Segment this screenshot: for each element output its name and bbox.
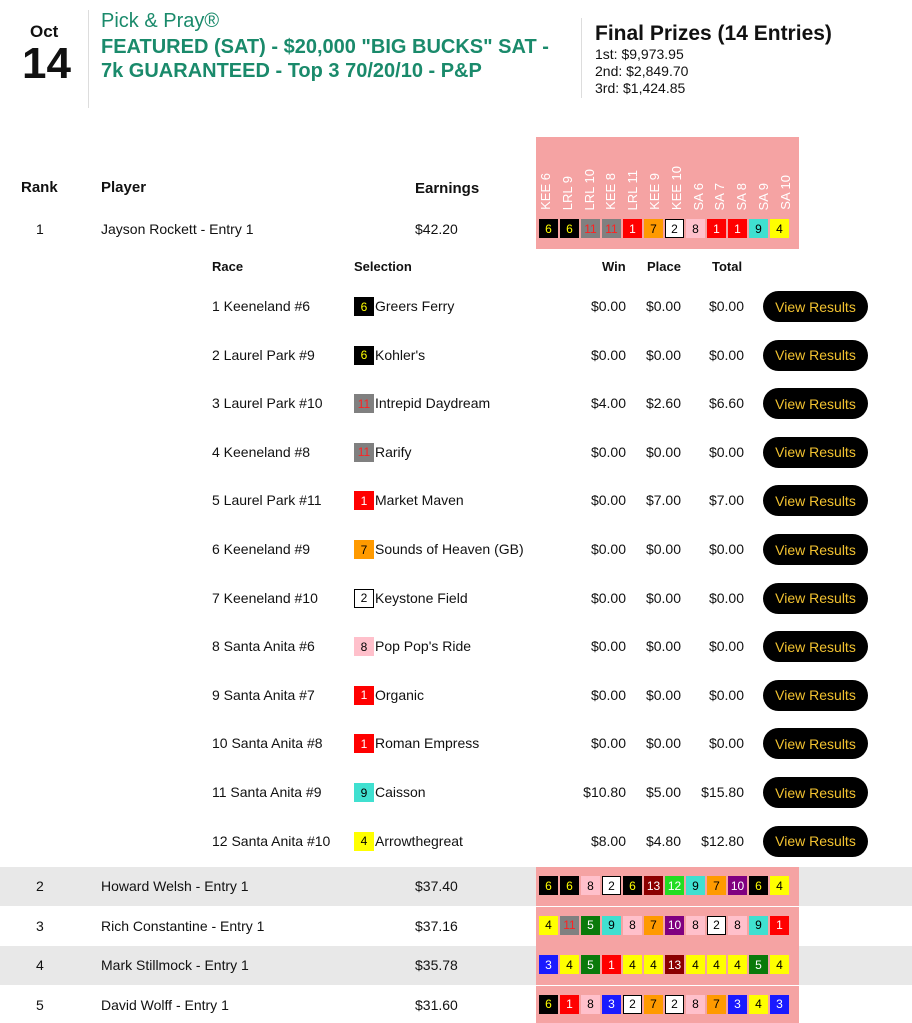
selection-subheader: Selection bbox=[354, 259, 412, 274]
view-results-button[interactable]: View Results bbox=[763, 777, 868, 808]
saddle-cloth-chip: 13 bbox=[665, 955, 684, 974]
race-column-label: SA 6 bbox=[690, 182, 706, 210]
race-name: 7 Keeneland #10 bbox=[212, 589, 318, 606]
earnings-value: $31.60 bbox=[415, 996, 458, 1013]
total-amount: $0.00 bbox=[708, 346, 744, 363]
saddle-cloth-chip: 9 bbox=[354, 783, 374, 802]
saddle-cloth-chip: 8 bbox=[581, 995, 600, 1014]
horse-name: Roman Empress bbox=[375, 735, 480, 752]
saddle-cloth-chip: 4 bbox=[686, 955, 705, 974]
saddle-cloth-chip: 8 bbox=[686, 219, 705, 238]
win-amount: $0.00 bbox=[590, 638, 626, 655]
race-column-label: KEE 9 bbox=[647, 173, 662, 210]
view-results-button[interactable]: View Results bbox=[763, 437, 868, 468]
place-amount: $0.00 bbox=[645, 298, 681, 314]
horse-name: Sounds of Heaven (GB) bbox=[375, 541, 524, 557]
saddle-cloth-chip: 4 bbox=[644, 955, 663, 974]
horse-name: Organic bbox=[375, 686, 425, 703]
saddle-cloth-chip: 4 bbox=[539, 916, 558, 935]
saddle-cloth-chip: 1 bbox=[354, 686, 374, 705]
total-amount: $0.00 bbox=[708, 638, 744, 655]
saddle-cloth-chip: 9 bbox=[602, 916, 621, 935]
saddle-cloth-chip: 11 bbox=[354, 443, 374, 462]
place-amount: $0.00 bbox=[645, 735, 681, 752]
place-amount: $4.80 bbox=[645, 832, 681, 849]
view-results-button[interactable]: View Results bbox=[763, 291, 868, 322]
saddle-cloth-chip: 6 bbox=[354, 346, 374, 365]
view-results-button[interactable]: View Results bbox=[763, 534, 868, 565]
race-name: 8 Santa Anita #6 bbox=[212, 638, 315, 655]
race-name: 6 Keeneland #9 bbox=[212, 541, 311, 557]
saddle-cloth-chip: 6 bbox=[539, 219, 558, 238]
saddle-cloth-chip: 4 bbox=[749, 995, 768, 1014]
saddle-cloth-chip: 6 bbox=[539, 876, 558, 895]
place-amount: $0.00 bbox=[645, 541, 681, 557]
saddle-cloth-chip: 7 bbox=[707, 876, 726, 895]
total-amount: $7.00 bbox=[708, 492, 744, 509]
saddle-cloth-chip: 9 bbox=[749, 219, 768, 238]
saddle-cloth-chip: 8 bbox=[623, 916, 642, 935]
saddle-cloth-chip: 1 bbox=[560, 995, 579, 1014]
race-name: 9 Santa Anita #7 bbox=[212, 686, 315, 703]
saddle-cloth-chip: 4 bbox=[770, 876, 789, 895]
player-row[interactable] bbox=[0, 986, 912, 1023]
horse-name: Arrowthegreat bbox=[375, 832, 463, 849]
win-amount: $4.00 bbox=[590, 395, 626, 412]
total-amount: $12.80 bbox=[701, 832, 744, 849]
place-amount: $0.00 bbox=[645, 589, 681, 606]
player-name[interactable]: Jayson Rockett - Entry 1 bbox=[101, 221, 254, 237]
place-amount: $2.60 bbox=[645, 395, 681, 412]
saddle-cloth-chip: 1 bbox=[623, 219, 642, 238]
saddle-cloth-chip: 4 bbox=[770, 955, 789, 974]
saddle-cloth-chip: 7 bbox=[707, 995, 726, 1014]
total-subheader: Total bbox=[712, 259, 743, 274]
saddle-cloth-chip: 9 bbox=[686, 876, 705, 895]
prize-third: 3rd: $1,424.85 bbox=[595, 80, 686, 96]
player-name[interactable]: Rich Constantine - Entry 1 bbox=[101, 917, 265, 934]
place-amount: $5.00 bbox=[645, 784, 681, 800]
saddle-cloth-chip: 2 bbox=[623, 995, 642, 1014]
divider bbox=[581, 18, 582, 98]
total-amount: $6.60 bbox=[708, 395, 744, 412]
pick-strip bbox=[539, 876, 789, 895]
saddle-cloth-chip: 5 bbox=[581, 916, 600, 935]
win-amount: $0.00 bbox=[590, 686, 626, 703]
race-name: 2 Laurel Park #9 bbox=[212, 346, 315, 363]
saddle-cloth-chip: 11 bbox=[581, 219, 600, 238]
horse-name: Greers Ferry bbox=[375, 298, 455, 314]
player-header: Player bbox=[101, 179, 147, 196]
saddle-cloth-chip: 8 bbox=[581, 876, 600, 895]
pick-strip bbox=[539, 916, 789, 935]
saddle-cloth-chip: 6 bbox=[354, 297, 374, 316]
saddle-cloth-chip: 7 bbox=[354, 540, 374, 559]
race-name: 11 Santa Anita #9 bbox=[212, 784, 322, 800]
saddle-cloth-chip: 10 bbox=[665, 916, 684, 935]
horse-name: Keystone Field bbox=[375, 589, 468, 606]
saddle-cloth-chip: 2 bbox=[665, 219, 684, 238]
saddle-cloth-chip: 1 bbox=[707, 219, 726, 238]
saddle-cloth-chip: 2 bbox=[665, 995, 684, 1014]
saddle-cloth-chip: 4 bbox=[623, 955, 642, 974]
saddle-cloth-chip: 8 bbox=[354, 637, 374, 656]
saddle-cloth-chip: 6 bbox=[623, 876, 642, 895]
saddle-cloth-chip: 2 bbox=[354, 589, 374, 608]
total-amount: $15.80 bbox=[701, 784, 744, 800]
saddle-cloth-chip: 1 bbox=[770, 916, 789, 935]
race-name: 4 Keeneland #8 bbox=[212, 443, 311, 460]
prizes-title: Final Prizes (14 Entries) bbox=[595, 22, 832, 45]
horse-name: Caisson bbox=[375, 784, 426, 800]
date-day: 14 bbox=[22, 39, 71, 88]
win-amount: $0.00 bbox=[590, 298, 626, 314]
earnings-header: Earnings bbox=[415, 180, 480, 197]
saddle-cloth-chip: 1 bbox=[728, 219, 747, 238]
race-name: 12 Santa Anita #10 bbox=[212, 832, 331, 849]
saddle-cloth-chip: 5 bbox=[581, 955, 600, 974]
player-row[interactable] bbox=[0, 946, 912, 985]
saddle-cloth-chip: 8 bbox=[686, 916, 705, 935]
player-row[interactable] bbox=[0, 907, 912, 946]
player-row[interactable] bbox=[0, 867, 912, 906]
total-amount: $0.00 bbox=[708, 298, 744, 314]
saddle-cloth-chip: 4 bbox=[770, 219, 789, 238]
saddle-cloth-chip: 9 bbox=[749, 916, 768, 935]
total-amount: $0.00 bbox=[708, 541, 744, 557]
rank-value: 2 bbox=[36, 878, 44, 894]
saddle-cloth-chip: 11 bbox=[602, 219, 621, 238]
view-results-button[interactable]: View Results bbox=[763, 340, 868, 371]
saddle-cloth-chip: 3 bbox=[728, 995, 747, 1014]
total-amount: $0.00 bbox=[708, 686, 744, 703]
prize-second: 2nd: $2,849.70 bbox=[595, 63, 689, 79]
player-name[interactable]: Howard Welsh - Entry 1 bbox=[101, 878, 249, 894]
pick-strip bbox=[539, 995, 789, 1014]
saddle-cloth-chip: 8 bbox=[686, 995, 705, 1014]
race-name: 3 Laurel Park #10 bbox=[212, 395, 323, 412]
race-column-label: KEE 8 bbox=[603, 173, 619, 210]
race-subheader: Race bbox=[212, 259, 244, 274]
race-name: 1 Keeneland #6 bbox=[212, 298, 311, 314]
race-column-label: KEE 6 bbox=[538, 173, 553, 210]
saddle-cloth-chip: 4 bbox=[354, 832, 374, 851]
rank-value: 4 bbox=[36, 957, 44, 973]
brand-label: Pick & Pray® bbox=[101, 10, 220, 32]
saddle-cloth-chip: 1 bbox=[354, 491, 374, 510]
total-amount: $0.00 bbox=[708, 735, 744, 752]
race-column-label: LRL 11 bbox=[625, 169, 641, 210]
earnings-value: $37.16 bbox=[415, 917, 458, 934]
saddle-cloth-chip: 6 bbox=[560, 219, 579, 238]
rank-value: 3 bbox=[36, 917, 44, 934]
race-name: 10 Santa Anita #8 bbox=[212, 735, 323, 752]
saddle-cloth-chip: 4 bbox=[728, 955, 747, 974]
saddle-cloth-chip: 5 bbox=[749, 955, 768, 974]
rank-value: 5 bbox=[36, 996, 44, 1013]
earnings-value: $42.20 bbox=[415, 221, 458, 237]
saddle-cloth-chip: 3 bbox=[770, 995, 789, 1014]
win-amount: $0.00 bbox=[590, 443, 626, 460]
view-results-button[interactable]: View Results bbox=[763, 583, 868, 614]
player-name[interactable]: David Wolff - Entry 1 bbox=[101, 996, 229, 1013]
place-amount: $7.00 bbox=[645, 492, 681, 509]
earnings-value: $37.40 bbox=[415, 878, 458, 894]
saddle-cloth-chip: 6 bbox=[749, 876, 768, 895]
saddle-cloth-chip: 11 bbox=[354, 394, 374, 413]
view-results-button[interactable]: View Results bbox=[763, 485, 868, 516]
saddle-cloth-chip: 11 bbox=[560, 916, 579, 935]
date-month: Oct bbox=[30, 22, 59, 41]
race-column-label: SA 8 bbox=[734, 182, 750, 210]
saddle-cloth-chip: 1 bbox=[602, 955, 621, 974]
horse-name: Market Maven bbox=[375, 492, 464, 509]
player-name[interactable]: Mark Stillmock - Entry 1 bbox=[101, 957, 249, 973]
place-amount: $0.00 bbox=[645, 443, 681, 460]
saddle-cloth-chip: 4 bbox=[707, 955, 726, 974]
total-amount: $0.00 bbox=[708, 589, 744, 606]
win-amount: $0.00 bbox=[590, 735, 626, 752]
race-column-label: SA 7 bbox=[712, 182, 728, 210]
win-amount: $8.00 bbox=[590, 832, 626, 849]
place-amount: $0.00 bbox=[645, 346, 681, 363]
win-subheader: Win bbox=[602, 259, 626, 274]
place-amount: $0.00 bbox=[645, 686, 681, 703]
horse-name: Pop Pop's Ride bbox=[375, 638, 472, 655]
pick-strip bbox=[539, 219, 789, 238]
total-amount: $0.00 bbox=[708, 443, 744, 460]
contest-title: FEATURED (SAT) - $20,000 "BIG BUCKS" SAT - 7k GUARANTEED - Top 3 70/20/10 - P&P bbox=[101, 36, 549, 82]
prize-first: 1st: $9,973.95 bbox=[595, 46, 684, 62]
race-column-label: LRL 9 bbox=[559, 175, 575, 210]
view-results-button[interactable]: View Results bbox=[763, 388, 868, 419]
win-amount: $0.00 bbox=[590, 492, 626, 509]
rank-value: 1 bbox=[36, 221, 44, 237]
pick-strip bbox=[539, 955, 789, 974]
divider bbox=[88, 10, 89, 108]
saddle-cloth-chip: 3 bbox=[539, 955, 558, 974]
saddle-cloth-chip: 7 bbox=[644, 995, 663, 1014]
saddle-cloth-chip: 6 bbox=[539, 995, 558, 1014]
saddle-cloth-chip: 3 bbox=[602, 995, 621, 1014]
race-column-label: KEE 10 bbox=[668, 165, 684, 210]
race-column-label: SA 10 bbox=[777, 175, 793, 210]
saddle-cloth-chip: 4 bbox=[560, 955, 579, 974]
saddle-cloth-chip: 7 bbox=[644, 916, 663, 935]
race-column-label: LRL 10 bbox=[581, 168, 597, 210]
saddle-cloth-chip: 10 bbox=[728, 876, 747, 895]
saddle-cloth-chip: 2 bbox=[602, 876, 621, 895]
view-results-button[interactable]: View Results bbox=[763, 631, 868, 662]
rank-header: Rank bbox=[21, 179, 58, 196]
saddle-cloth-chip: 1 bbox=[354, 734, 374, 753]
saddle-cloth-chip: 7 bbox=[644, 219, 663, 238]
horse-name: Rarify bbox=[375, 443, 412, 460]
saddle-cloth-chip: 13 bbox=[644, 876, 663, 895]
saddle-cloth-chip: 6 bbox=[560, 876, 579, 895]
win-amount: $10.80 bbox=[583, 784, 626, 800]
saddle-cloth-chip: 2 bbox=[707, 916, 726, 935]
race-name: 5 Laurel Park #11 bbox=[212, 492, 322, 509]
earnings-value: $35.78 bbox=[415, 957, 458, 973]
horse-name: Intrepid Daydream bbox=[375, 395, 491, 412]
saddle-cloth-chip: 8 bbox=[728, 916, 747, 935]
win-amount: $0.00 bbox=[590, 541, 626, 557]
view-results-button[interactable]: View Results bbox=[763, 728, 868, 759]
race-column-label: SA 9 bbox=[756, 182, 771, 210]
place-amount: $0.00 bbox=[645, 638, 681, 655]
win-amount: $0.00 bbox=[590, 346, 626, 363]
view-results-button[interactable]: View Results bbox=[763, 680, 868, 711]
win-amount: $0.00 bbox=[590, 589, 626, 606]
saddle-cloth-chip: 12 bbox=[665, 876, 684, 895]
view-results-button[interactable]: View Results bbox=[763, 826, 868, 857]
horse-name: Kohler's bbox=[375, 346, 426, 363]
place-subheader: Place bbox=[647, 259, 681, 274]
